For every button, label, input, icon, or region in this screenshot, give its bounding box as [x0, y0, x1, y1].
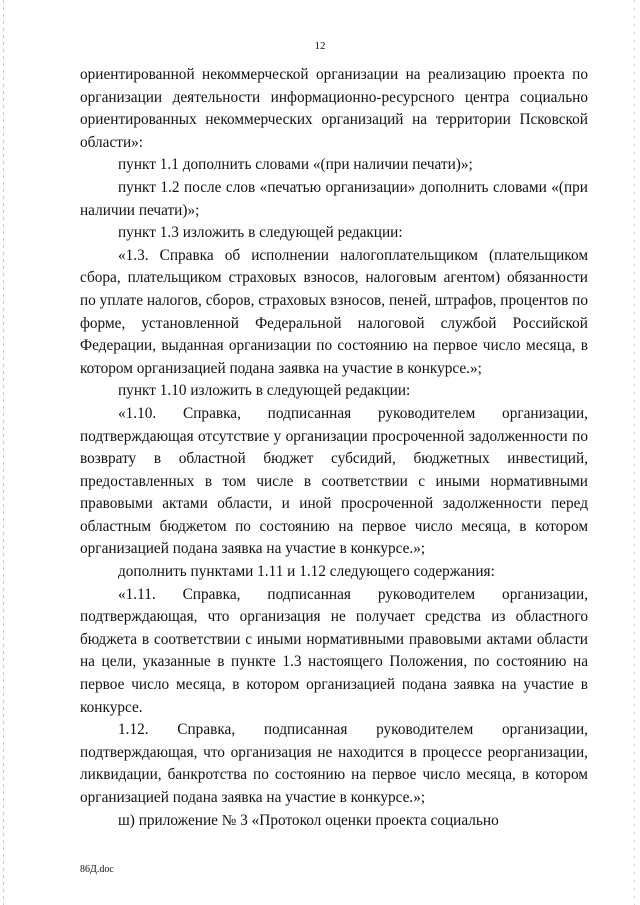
paragraph: дополнить пунктами 1.11 и 1.12 следующего содержания:: [118, 563, 495, 581]
paragraph: «1.10. Справка, подписанная руководителем организации, подтверждающая отсутствие у организации просроченной задолженности по возврату в областной бюджет субсидий, бюджетных инвестиций, предоставленных в том числе в соответствии с иными нормативными правовыми актами области, и иной просроченной задолженности перед областным бюджетом по состоянию на первое число месяца, в котором организацией подана заявка на участие в конкурсе.»;: [80, 404, 588, 558]
paragraph: ориентированной некоммерческой организации на реализацию проекта по организации деятельности информационно-ресурсного центра социально ориентированных некоммерческих организаций на территории Псковской области»:: [80, 66, 588, 151]
paragraph: «1.3. Справка об исполнении налогоплательщиком (плательщиком сбора, плательщиком страховых взносов, налоговым агентом) обязанности по уплате налогов, сборов, страховых взносов, пеней, штрафов, процентов по форме, установленной Федеральной налоговой службой Российской Федерации, выданная организации по состоянию на первое число месяца, в котором организацией подана заявка на участие в конкурсе.»;: [80, 246, 588, 377]
page-number: 12: [314, 40, 326, 52]
paragraph: пункт 1.3 изложить в следующей редакции:: [118, 224, 403, 242]
paragraph: пункт 1.1 дополнить словами «(при наличии печати)»;: [118, 156, 473, 174]
scan-edge-left: [3, 0, 4, 905]
paragraph: «1.11. Справка, подписанная руководителем организации, подтверждающая, что организация не получает средства из областного бюджета в соответствии с иными нормативными правовыми актами области на цели, указанные в пункте 1.3 настоящего Положения, по состоянию на первое число месяца, в котором организацией подана заявка на участие в конкурсе.: [80, 585, 588, 716]
document-body: [80, 64, 588, 832]
paragraph: ш) приложение № 3 «Протокол оценки проекта социально: [118, 811, 499, 829]
paragraph: пункт 1.10 изложить в следующей редакции:: [118, 382, 411, 400]
footer-filename: 86Д.doc: [80, 864, 114, 875]
scan-edge-right: [634, 0, 635, 905]
paragraph: 1.12. Справка, подписанная руководителем организации, подтверждающая, что организация не находится в процессе реорганизации, ликвидации, банкротства по состоянию на первое число месяца, в котором организацией подана заявка на участие в конкурсе.»;: [80, 721, 588, 806]
paragraph: пункт 1.2 после слов «печатью организации» дополнить словами «(при наличии печати)»;: [80, 178, 588, 219]
